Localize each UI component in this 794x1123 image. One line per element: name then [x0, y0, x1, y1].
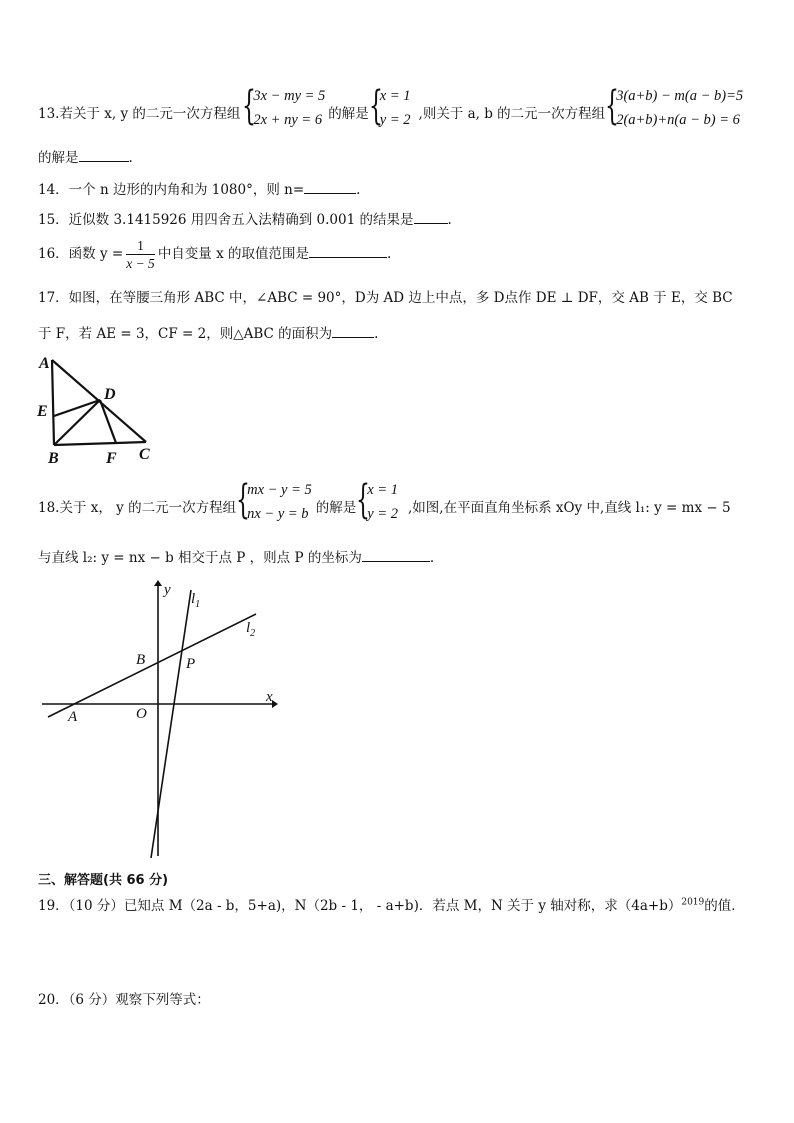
- question-16: 16．函数 y = $\frac{1}{x - 5}$ 中自变量 x 的取值范围是 .: [38, 238, 392, 271]
- q18-solution: { x = 1 y = 2: [356, 477, 398, 523]
- q13-system-1: { 3x − my = 5 2x + ny = 6: [242, 83, 326, 129]
- label-d: D: [104, 386, 116, 403]
- segment-df: [100, 400, 116, 443]
- y-axis-arrow: [154, 580, 162, 586]
- label-l1: $l_1$: [191, 591, 201, 610]
- answer-blank-17[interactable]: [332, 323, 374, 338]
- question-18: 18.关于 x， y 的二元一次方程组 { mx − y = 5 nx − y = b 的解是 { x = 1 y = 2 ,如图,在平面直角坐标系 xOy 中,直线 l₁: y = mx − 5: [38, 478, 731, 528]
- question-18-line-2: 与直线 l₂: y = nx − b 相交于点 P ，则点 P 的坐标为 .: [38, 546, 434, 566]
- x-axis-arrow: [272, 700, 278, 708]
- label-b: B: [136, 652, 146, 668]
- q16-fraction: $\frac{1}{x - 5}$: [126, 238, 155, 271]
- question-14: 14．一个 n 边形的内角和为 1080°，则 n= .: [38, 178, 360, 198]
- figure-18-coordinate-plane: [38, 580, 288, 862]
- answer-blank-15[interactable]: [414, 209, 448, 224]
- q13-prefix: 13.若关于 x, y 的二元一次方程组: [38, 106, 241, 122]
- question-17-line-1: 17．如图，在等腰三角形 ABC 中，∠ABC = 90°，D为 AD 边上中点，多 D点作 DE ⊥ DF，交 AB 于 E，交 BC: [38, 290, 733, 306]
- side-ab: [52, 360, 54, 445]
- answer-blank-13[interactable]: [79, 147, 129, 162]
- question-20: 20．（6 分）观察下列等式：: [38, 992, 210, 1008]
- q13-mid: 的解是: [328, 106, 369, 122]
- side-bc: [54, 442, 146, 445]
- question-19: 19．（10 分）已知点 M（2a - b，5+a)，N（2b - 1， - a+b)．若点 M，N 关于 y 轴对称，求$(4a+b)^{2019}$的值．: [38, 897, 745, 914]
- label-o: O: [136, 706, 147, 722]
- q18-system: { mx − y = 5 nx − y = b: [236, 477, 312, 523]
- label-l2: $l_2$: [246, 620, 256, 639]
- label-a: A: [68, 709, 78, 725]
- answer-blank-16[interactable]: [309, 243, 387, 258]
- segment-db: [54, 400, 100, 445]
- label-c: C: [139, 446, 150, 463]
- question-13-tail: 的解是 .: [38, 146, 133, 166]
- section-3-heading: 三、解答题(共 66 分): [38, 873, 169, 888]
- answer-blank-18[interactable]: [362, 547, 430, 562]
- label-b: B: [48, 450, 59, 467]
- question-15: 15．近似数 3.1415926 用四舍五入法精确到 0.001 的结果是 .: [38, 208, 452, 228]
- label-e: E: [37, 403, 48, 420]
- label-x: x: [266, 689, 273, 705]
- figure-17-triangle: [34, 352, 164, 468]
- q13-solution: { x = 1 y = 2: [368, 83, 411, 129]
- label-y: y: [164, 582, 171, 598]
- label-f: F: [106, 450, 117, 467]
- q13-mid2: ,则关于 a, b 的二元一次方程组: [418, 106, 606, 122]
- label-a: A: [39, 355, 50, 372]
- answer-blank-14[interactable]: [304, 179, 356, 194]
- q13-system-2: { 3(a+b) − m(a − b)=5 2(a+b)+n(a − b) = 6: [605, 83, 744, 129]
- question-17-line-2: 于 F，若 AE = 3，CF = 2，则△ABC 的面积为 .: [38, 322, 378, 342]
- line-l2: [48, 614, 256, 717]
- question-13: [38, 84, 743, 134]
- line-l1: [151, 590, 191, 858]
- label-p: P: [186, 656, 196, 672]
